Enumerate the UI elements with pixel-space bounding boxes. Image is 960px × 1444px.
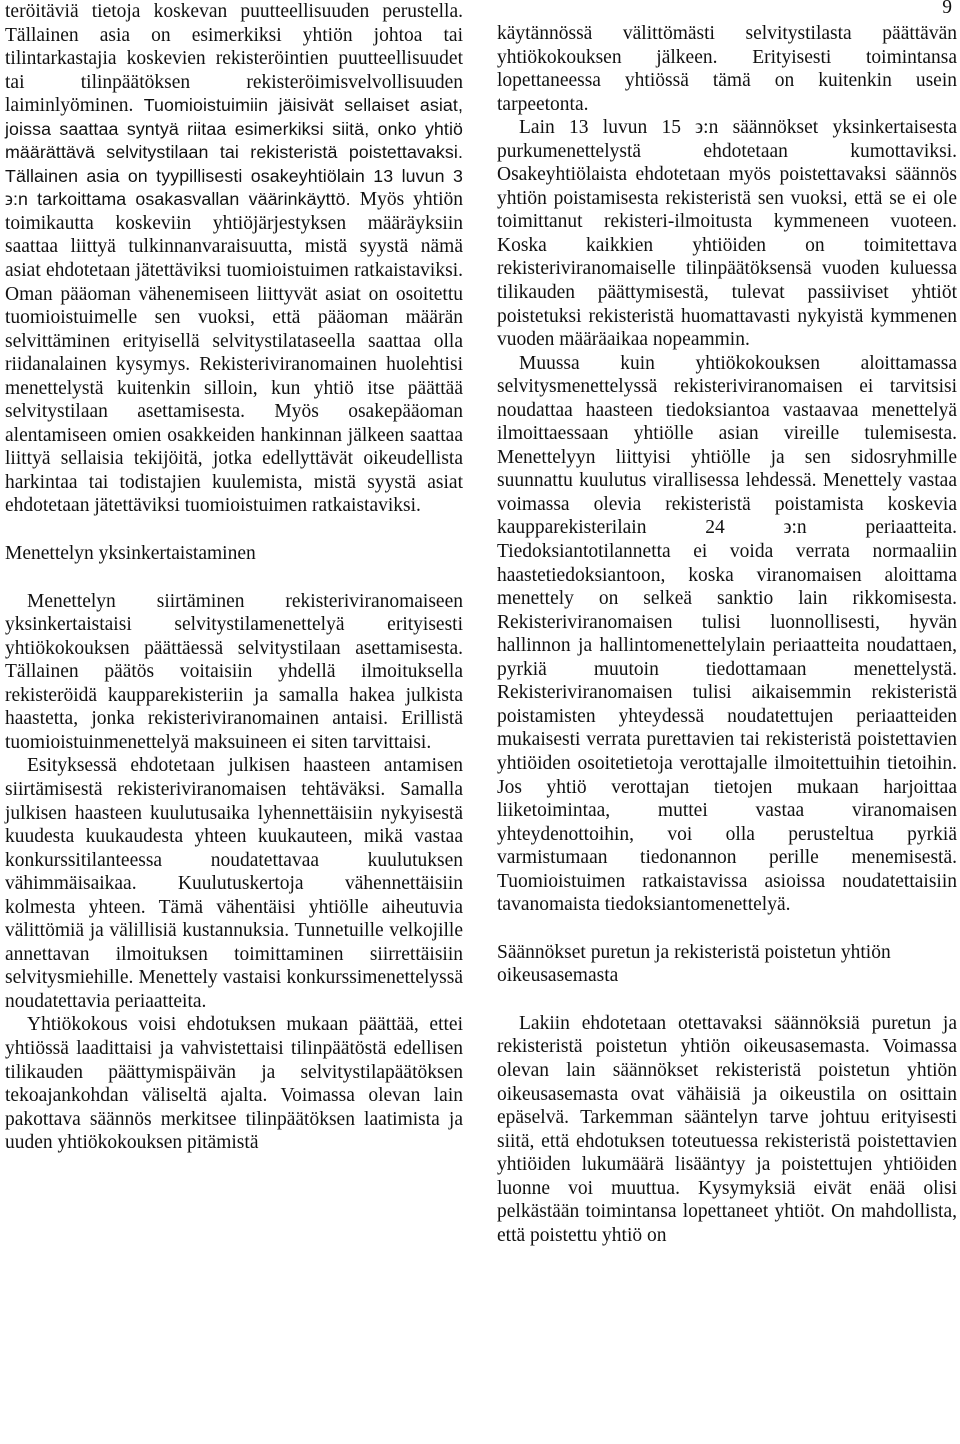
- paragraph: Yhtiökokous voisi ehdotuksen mukaan päättää, ettei yhtiössä laadittaisi ja vahvistettaisi tilinpäätöstä edellisen tilikauden päättymispäivän ja selvitystilapäätöksen tekoajankohdan väliseltä ajalta. Voimassa olevan lain pakottava säännös merkitsee tilinpäätöksen laatimista ja uuden yhtiökokouksen pitämistä: [5, 1014, 463, 1154]
- paragraph-text-sans: Tuomioistuimiin jäisivät sellaiset asiat, joissa saattaa syntyä riitaa esimerkiksi siitä, onko yhtiö määrättävä selvitystilaan tai rekisteristä poistettavaksi. Tällainen asia on tyypillisesti osakeyhtiölain 13 luvun 3 ϶:n tarkoittama osakasvallan väärinkäyttö.: [5, 95, 464, 210]
- paragraph: Esityksessä ehdotetaan julkisen haasteen antamisen siirtämisestä rekisteriviranomaisen tehtäväksi. Samalla julkisen haasteen kuulutusaika lyhennettäisiin nykyisestä kuudesta kuukaudesta yhteen kuukauteen, mikä vastaa konkurssitilanteessa noudatettavaa kuulutuksen vähimmäisaikaa. Kuulutuskertoja vähennettäisiin kolmesta yhteen. Tämä vähentäisi yhtiölle aiheutuvia välittömiä ja välillisiä kustannuksia. Tunnetuille velkojille annettavan ilmoituksen toimittaminen siirrettäisiin selvitysmiehille. Menettely vastaisi konkurssimenettelyssä noudatettavia periaatteita.: [5, 755, 463, 1012]
- section-heading: Säännökset puretun ja rekisteristä poistetun yhtiön oikeusasemasta: [497, 941, 891, 987]
- paragraph: [5, 0, 463, 518]
- spacer: [5, 518, 463, 542]
- paragraph: Lain 13 luvun 15 ϶:n säännökset yksinkertaisesta purkumenettelystä ehdotetaan kumottaviksi. Osakeyhtiölaista ehdotetaan myös poistettavaksi säännös yhtiön poistamisesta rekisteristä sen vuoksi, että se ei ole toimittanut rekisteri-ilmoitusta kymmeneen vuoteen. Koska kaikkien yhtiöiden on toimitettava rekisteriviranomaiselle tilinpäätöksensä vuoden kuluessa tilikauden päättymisestä, tulevat passiiviset yhtiöt poistetuksi rekisteristä huomattavasti nykyistä kymmenen vuoden määräaikaa nopeammin.: [497, 117, 957, 351]
- paragraph: Lakiin ehdotetaan otettavaksi säännöksiä puretun ja rekisteristä poistetun yhtiön oikeusasemasta. Voimassa olevan lain säännökset rekisteristä poistetun yhtiön oikeusasemasta ovat vähäisiä ja oikeustila on osittain epäselvä. Tarkemman sääntelyn tarve johtuu erityisesti siitä, että ehdotuksen toteutuessa rekisteristä poistettavien yhtiöiden lukumäärä lisääntyy ja poistettujen yhtiöiden luonne voi muuttua. Kysymyksiä eivät enää olisi pelkästään toimintansa lopettaneet yhtiöt. On mahdollista, että poistettu yhtiö on: [497, 1012, 957, 1246]
- spacer: [497, 988, 957, 1012]
- spacer: [5, 566, 463, 590]
- paragraph-text: Myös yhtiön toimikautta koskeviin yhtiöjärjestyksen määräyksiin saattaa liittyä tulkinnanvaraisuutta, mistä syystä nämä asiat ehdotetaan jätettäviksi tuomioistuimen ratkaistaviksi. Oman pääoman vähenemiseen liittyvät asiat on osoitettu tuomioistuimelle sen vuoksi, että pääoman määrän selvittäminen erityisellä selvitystilataseella saattaa olla riidanalainen kysymys. Rekisteriviranomainen huolehtisi menettelystä kuitenkin silloin, kun yhtiö itse päättää selvitystilaan asettamisesta. Myös osakepääoman alentamiseen omien osakkeiden hankinnan jälkeen saattaa liittyä sellaisia tekijöitä, jotka edellyttävät oikeudellista harkintaa tai todistajien kuulemista, mistä syystä asiat ehdotetaan jätettäviksi tuomioistuimen ratkaistaviksi.: [5, 189, 464, 517]
- left-column: [5, 0, 463, 1155]
- section-heading: Menettelyn yksinkertaistaminen: [5, 543, 256, 565]
- right-column: [497, 22, 957, 1247]
- paragraph: käytännössä välittömästi selvitystilasta päättävän yhtiökokouksen jälkeen. Erityisesti toimintansa lopettaneessa yhtiössä tämä on kuitenkin usein tarpeetonta.: [497, 23, 957, 115]
- paragraph: Muussa kuin yhtiökokouksen aloittamassa selvitysmenettelyssä rekisteriviranomaisen ei tarvitsisi noudattaa haasteen tiedoksiantoa vastaavaa menettelyä ilmoittaessaan yhtiölle asian vireille tulemisesta. Menettelyyn liittyisi yhtiölle ja sen sidosryhmille suunnattu kuulutus virallisessa lehdessä. Menettely vastaa voimassa olevia rekisteristä poistamista koskevia kaupparekisterilain 24 ϶:n periaatteita. Tiedoksiantotilannetta ei voida verrata normaaliin haastetiedoksiantoon, koska viranomaisen aloittama menettely on selkeä sanktio lain rikkomisesta. Rekisteriviranomaisen tulisi luonnollisesti, hyvän hallinnon ja hallintomenettelylain periaatteita noudattaen, pyrkiä muutoin tiedottamaan menettelystä. Rekisteriviranomaisen tulisi aikaisemmin rekisteristä poistamisten yhteydessä noudatettujen periaatteiden mukaisesti verrata purettavien tai rekisteristä poistettavien yhtiöiden osoitetietoja verottajalle ilmoitettuihin tietoihin. Jos yhtiö verottajan tietojen mukaan harjoittaa liiketoimintaa, muttei vastaa viranomaisen yhteydenottoihin, voi olla perusteltua pyrkiä varmistumaan tiedonannon perille menemisestä. Tuomioistuimen ratkaistavissa asioissa noudatettaisiin tavanomaista tiedoksiantomenettelyä.: [497, 352, 957, 916]
- spacer: [497, 917, 957, 941]
- paragraph: Menettelyn siirtäminen rekisteriviranomaiseen yksinkertaistaisi selvitystilamenettelyä erityisesti yhtiökokouksen päättäessä selvitystilaan asettamisesta. Tällainen päätös voitaisiin yhdellä ilmoituksella rekisteröidä kaupparekisteriin ja samalla hakea julkista haastetta, jonka rekisteriviranomainen antaisi. Erillistä tuomioistuinmenettelyä maksuineen ei siten tarvittaisi.: [5, 590, 463, 753]
- page-number: 9: [942, 0, 952, 18]
- paragraph-text: teröitäviä tietoja koskevan puutteellisuuden perustella. Tällainen asia on esimerkiksi yhtiön johtoa tai tilintarkastajia koskevien rekisteröintien puutteellisuudet tai tilinpäätöksen rekisteröimisvelvollisuuden laiminlyöminen.: [5, 1, 463, 117]
